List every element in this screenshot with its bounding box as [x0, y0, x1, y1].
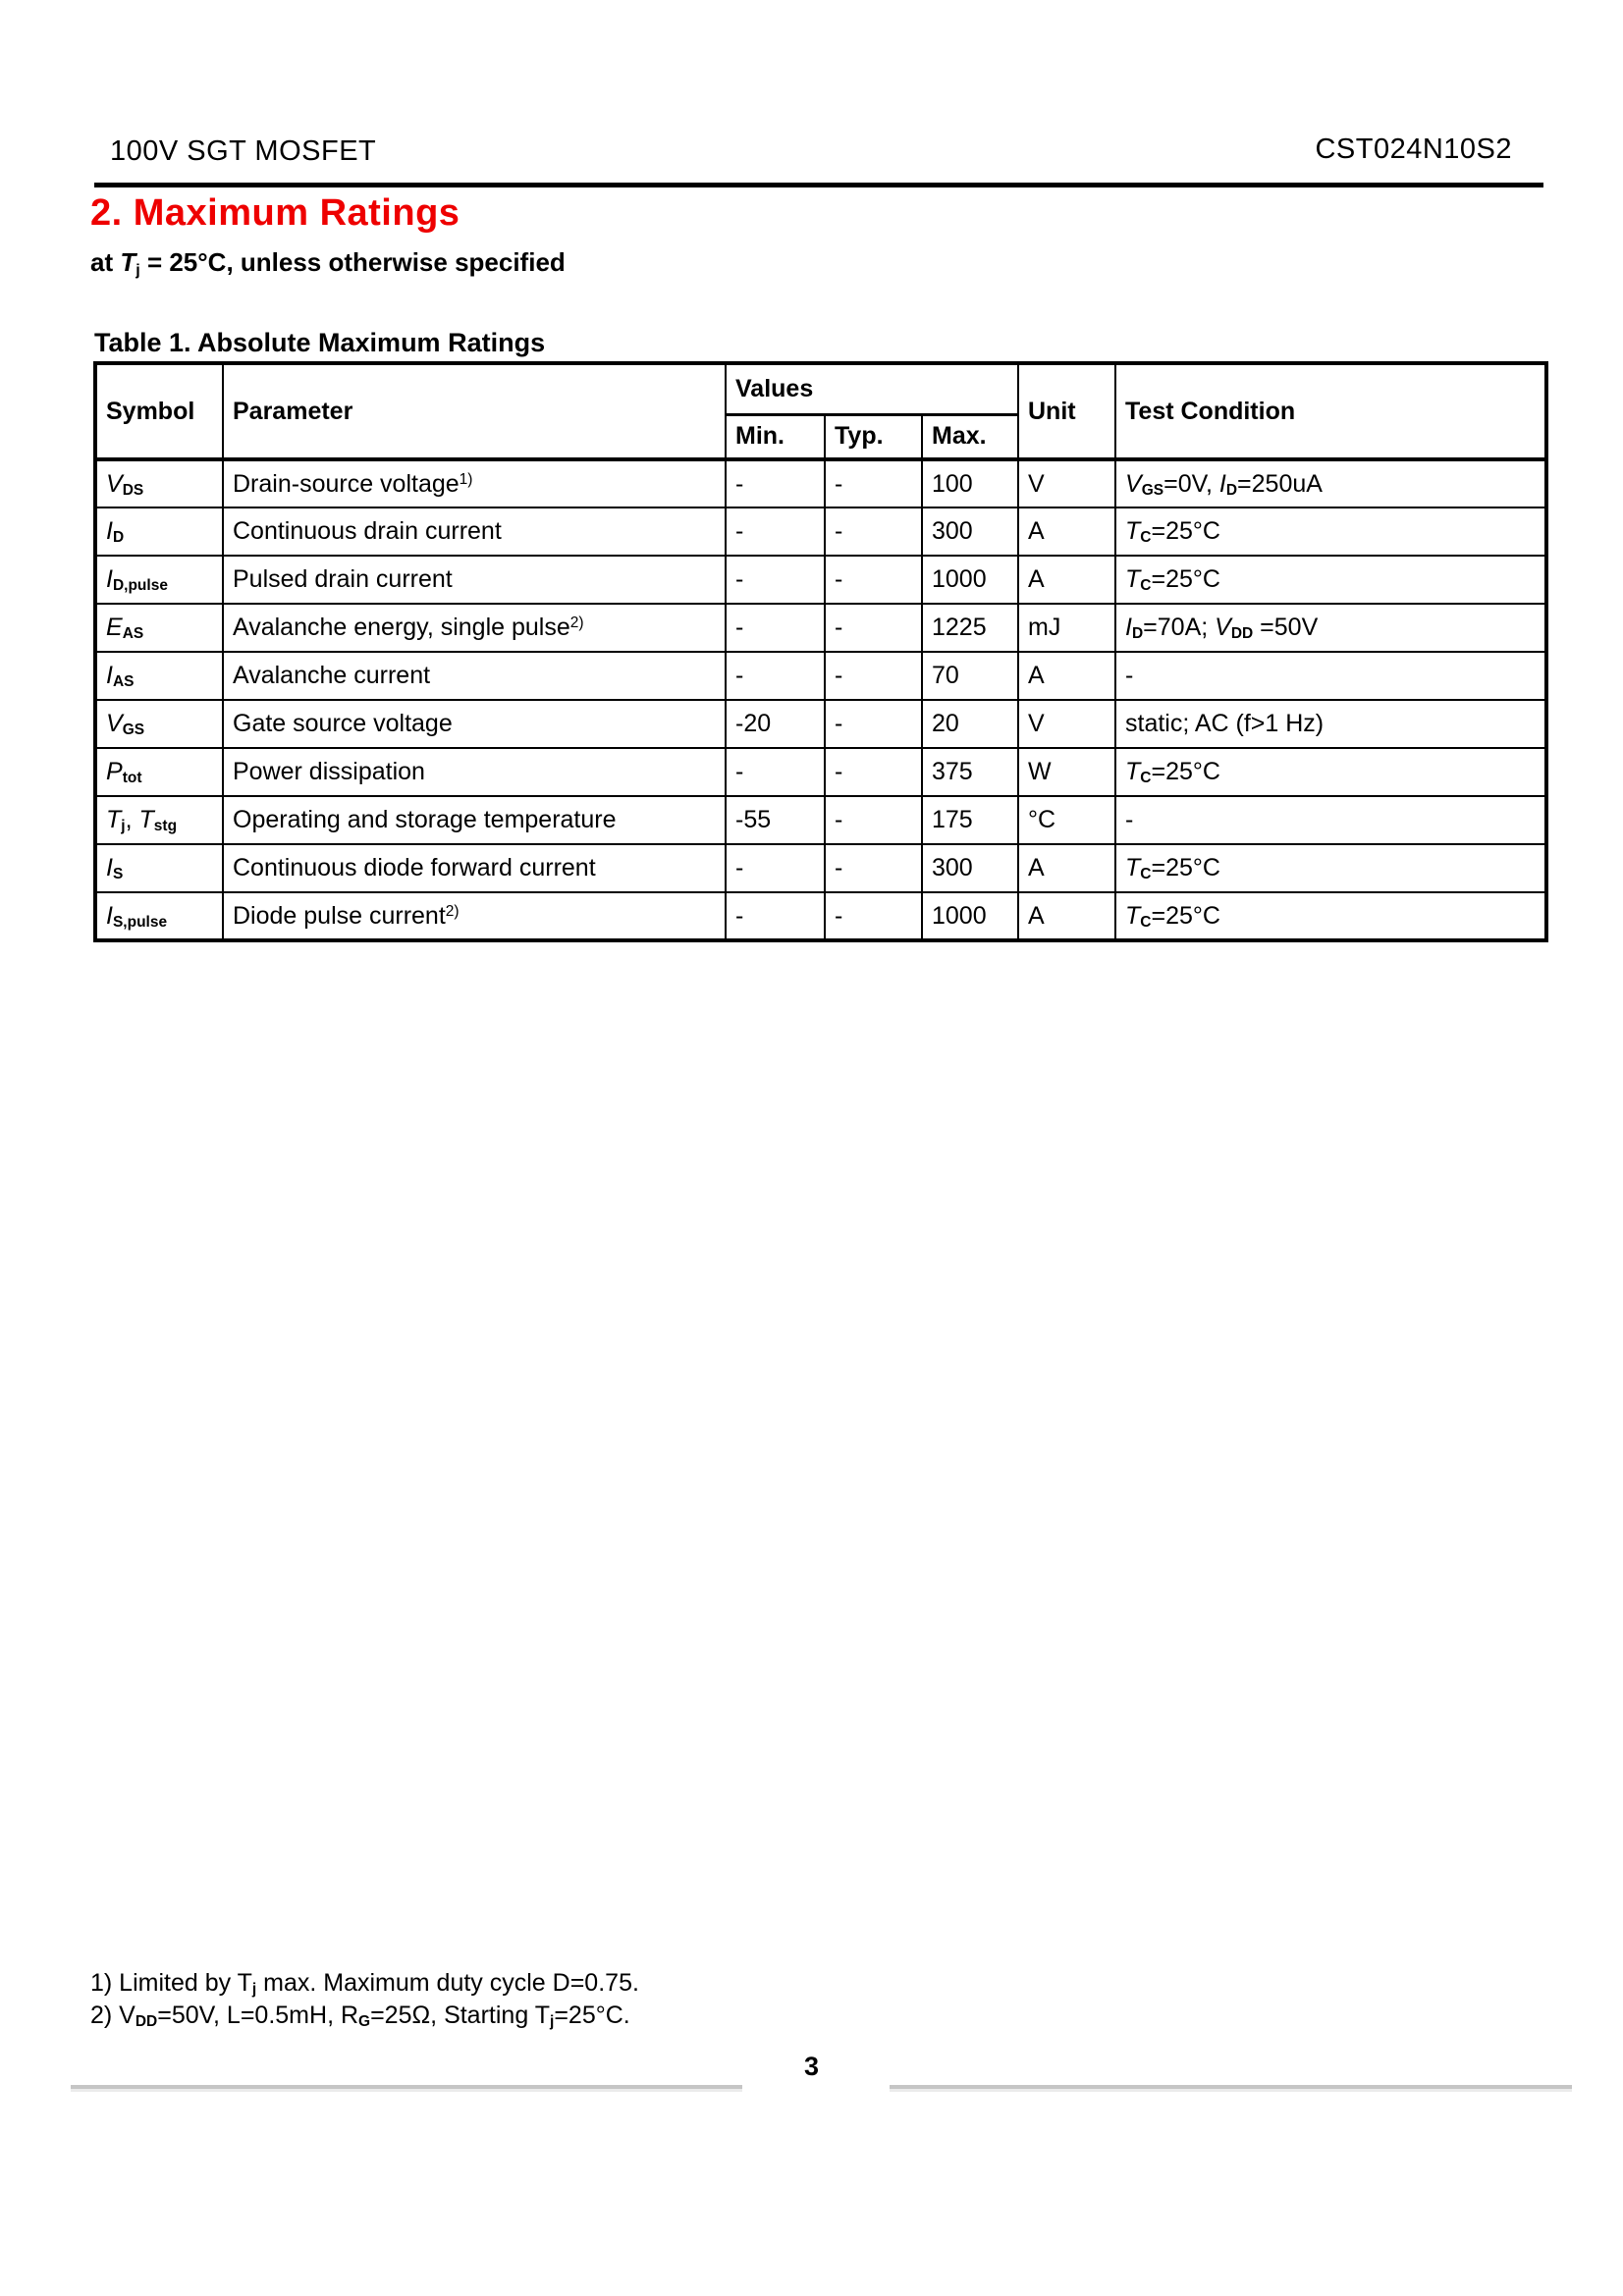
symbol-cell: $T_j$, $T_{stg}$: [95, 796, 223, 844]
table-row: [95, 700, 1546, 748]
max-cell: 70: [922, 652, 1018, 700]
table-row: [95, 652, 1546, 700]
table-caption: Table 1. Absolute Maximum Ratings: [94, 328, 546, 357]
unit-cell: V: [1018, 700, 1115, 748]
symbol-cell: $I_{D,pulse}$: [95, 556, 223, 604]
symbol-cell: $V_{DS}$: [95, 459, 223, 507]
typ-cell: -: [825, 844, 922, 892]
parameter-cell: Avalanche current: [223, 652, 726, 700]
unit-cell: A: [1018, 556, 1115, 604]
test-condition-cell: $V_{GS}=0V$, $I_D=250uA$: [1115, 459, 1546, 507]
unit-cell: A: [1018, 892, 1115, 940]
symbol-cell: $E_{AS}$: [95, 604, 223, 652]
max-cell: 1000: [922, 556, 1018, 604]
unit-cell: A: [1018, 844, 1115, 892]
min-cell: -: [726, 748, 825, 796]
table-row: [95, 556, 1546, 604]
table-row: [95, 748, 1546, 796]
unit-cell: A: [1018, 652, 1115, 700]
test-condition-cell: $T_C=25^\circ C$: [1115, 556, 1546, 604]
test-condition-cell: -: [1115, 652, 1546, 700]
max-cell: 20: [922, 700, 1018, 748]
symbol-cell: $V_{GS}$: [95, 700, 223, 748]
column-header-test-condition: Test Condition: [1115, 363, 1546, 459]
test-condition-cell: $T_C=25^\circ C$: [1115, 507, 1546, 556]
column-header-typ: Typ.: [825, 414, 922, 459]
footer-rule-left: [71, 2085, 742, 2092]
parameter-cell: Pulsed drain current: [223, 556, 726, 604]
test-condition-cell: -: [1115, 796, 1546, 844]
page-header-left: 100V SGT MOSFET: [110, 135, 377, 167]
table-row: [95, 459, 1546, 507]
symbol-cell: $I_{S,pulse}$: [95, 892, 223, 940]
footnote: 2) $V_{DD}=50V$, L=0.5mH, $R_G=25\Omega$, Starting $T_j=25^\circ C$.: [90, 2002, 630, 2031]
max-cell: 300: [922, 507, 1018, 556]
parameter-cell: Gate source voltage: [223, 700, 726, 748]
table-body: [95, 459, 1546, 940]
test-condition-cell: $T_C=25^\circ C$: [1115, 892, 1546, 940]
parameter-cell: Operating and storage temperature: [223, 796, 726, 844]
table-row: [95, 604, 1546, 652]
footer-rule-right: [890, 2085, 1572, 2092]
min-cell: -: [726, 892, 825, 940]
ratings-table: [93, 361, 1548, 942]
typ-cell: -: [825, 748, 922, 796]
test-condition-cell: $T_C=25^\circ C$: [1115, 844, 1546, 892]
max-cell: 175: [922, 796, 1018, 844]
column-header-unit: Unit: [1018, 363, 1115, 459]
typ-cell: -: [825, 652, 922, 700]
parameter-cell: Continuous diode forward current: [223, 844, 726, 892]
table-row: [95, 844, 1546, 892]
max-cell: 300: [922, 844, 1018, 892]
min-cell: -: [726, 652, 825, 700]
symbol-cell: $I_{AS}$: [95, 652, 223, 700]
symbol-cell: $P_{tot}$: [95, 748, 223, 796]
subtitle: at $T_j = 25^\circ C$, unless otherwise specified: [90, 247, 566, 279]
symbol-cell: $I_S$: [95, 844, 223, 892]
unit-cell: °C: [1018, 796, 1115, 844]
column-header-parameter: Parameter: [223, 363, 726, 459]
page-number: 3: [803, 2052, 820, 2081]
header-rule: [94, 183, 1543, 187]
symbol-cell: $I_D$: [95, 507, 223, 556]
max-cell: 375: [922, 748, 1018, 796]
min-cell: -: [726, 556, 825, 604]
unit-cell: W: [1018, 748, 1115, 796]
test-condition-cell: $T_C=25^\circ C$: [1115, 748, 1546, 796]
parameter-cell: Drain-source voltage$^{1)}$: [223, 459, 726, 507]
footnotes: [90, 1967, 639, 2032]
parameter-cell: Continuous drain current: [223, 507, 726, 556]
test-condition-cell: static; AC (f>1 Hz): [1115, 700, 1546, 748]
section-title: 2. Maximum Ratings: [90, 192, 460, 234]
table-row: [95, 796, 1546, 844]
max-cell: 1000: [922, 892, 1018, 940]
table-row: [95, 892, 1546, 940]
table-header-row-main: [95, 363, 1546, 414]
min-cell: -: [726, 507, 825, 556]
unit-cell: A: [1018, 507, 1115, 556]
test-condition-cell: $I_D=70A$; $V_{DD} =50V$: [1115, 604, 1546, 652]
page-header-right: CST024N10S2: [1315, 133, 1512, 165]
typ-cell: -: [825, 604, 922, 652]
unit-cell: V: [1018, 459, 1115, 507]
min-cell: -: [726, 604, 825, 652]
footnote: 1) Limited by $T_j$ max. Maximum duty cycle D=0.75.: [90, 1969, 639, 1999]
max-cell: 1225: [922, 604, 1018, 652]
min-cell: -20: [726, 700, 825, 748]
column-header-max: Max.: [922, 414, 1018, 459]
parameter-cell: Power dissipation: [223, 748, 726, 796]
column-header-symbol: Symbol: [95, 363, 223, 459]
table-row: [95, 507, 1546, 556]
typ-cell: -: [825, 459, 922, 507]
unit-cell: mJ: [1018, 604, 1115, 652]
typ-cell: -: [825, 796, 922, 844]
column-header-min: Min.: [726, 414, 825, 459]
table-head: [95, 363, 1546, 459]
parameter-cell: Diode pulse current$^{2)}$: [223, 892, 726, 940]
min-cell: -: [726, 459, 825, 507]
typ-cell: -: [825, 892, 922, 940]
column-header-values: Values: [726, 363, 1018, 414]
parameter-cell: Avalanche energy, single pulse$^{2)}$: [223, 604, 726, 652]
min-cell: -55: [726, 796, 825, 844]
typ-cell: -: [825, 556, 922, 604]
max-cell: 100: [922, 459, 1018, 507]
typ-cell: -: [825, 700, 922, 748]
min-cell: -: [726, 844, 825, 892]
typ-cell: -: [825, 507, 922, 556]
